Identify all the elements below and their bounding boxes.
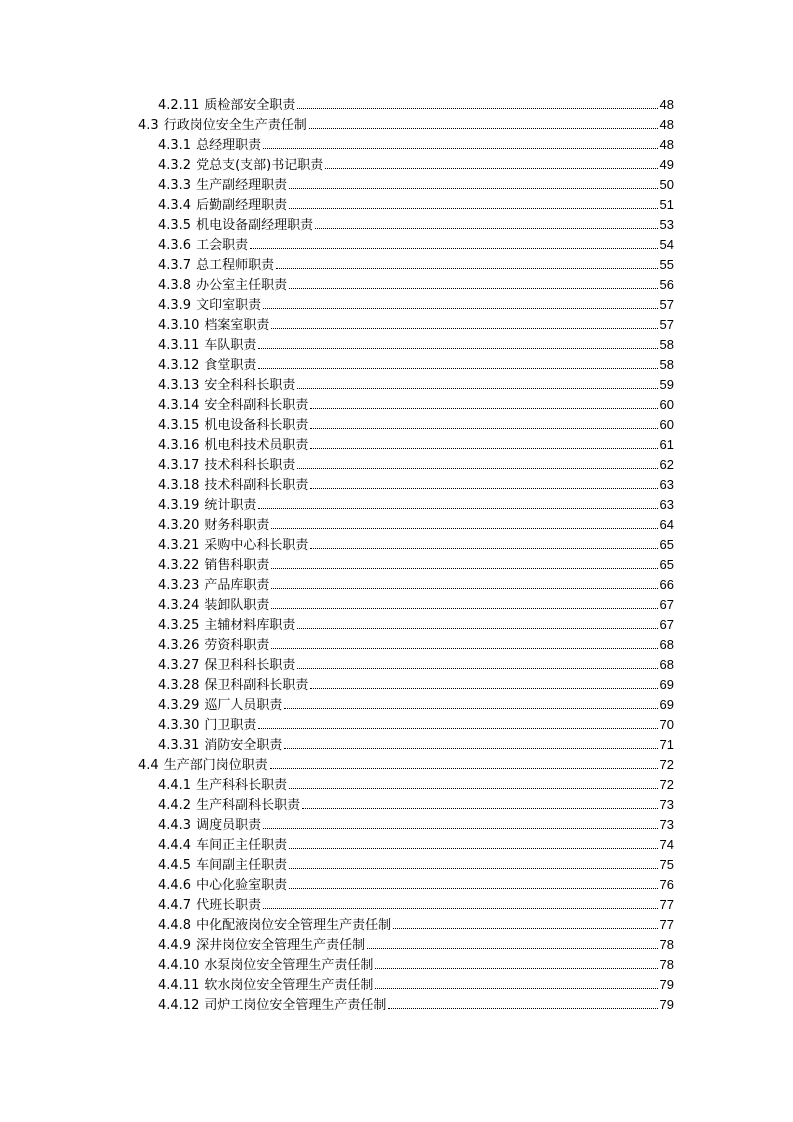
toc-entry-page: 67 xyxy=(659,597,674,612)
toc-entry-title: 财务科职责 xyxy=(204,518,270,533)
toc-entry-title: 行政岗位安全生产责任制 xyxy=(163,118,307,133)
toc-entry[interactable] xyxy=(138,535,674,555)
toc-entry-page: 62 xyxy=(659,457,674,472)
toc-entry-title: 机电科技术员职责 xyxy=(204,438,309,453)
toc-entry[interactable] xyxy=(138,595,674,615)
toc-entry-page: 63 xyxy=(659,477,674,492)
toc-entry-title: 车间正主任职责 xyxy=(196,838,288,853)
toc-entry-page: 78 xyxy=(659,937,674,952)
toc-entry[interactable] xyxy=(138,695,674,715)
toc-entry-title: 产品库职责 xyxy=(204,578,270,593)
toc-entry-number: 4.3.9 xyxy=(158,298,192,313)
toc-entry[interactable] xyxy=(138,675,674,695)
toc-entry-number: 4.3.20 xyxy=(158,518,200,533)
toc-leader-dots xyxy=(276,268,657,269)
toc-entry-number: 4.3.3 xyxy=(158,178,192,193)
toc-entry[interactable] xyxy=(138,635,674,655)
toc-entry-title: 文印室职责 xyxy=(196,298,262,313)
toc-entry[interactable] xyxy=(138,795,674,815)
toc-leader-dots xyxy=(271,568,657,569)
toc-entry-number: 4.3.18 xyxy=(158,478,200,493)
toc-leader-dots xyxy=(297,388,657,389)
toc-entry[interactable] xyxy=(138,155,674,175)
toc-entry-title: 技术科科长职责 xyxy=(204,458,296,473)
toc-leader-dots xyxy=(310,448,657,449)
toc-entry-page: 73 xyxy=(659,817,674,832)
toc-entry[interactable] xyxy=(138,375,674,395)
toc-leader-dots xyxy=(258,728,657,729)
toc-entry-page: 55 xyxy=(659,257,674,272)
toc-leader-dots xyxy=(315,228,657,229)
toc-entry[interactable] xyxy=(138,475,674,495)
toc-entry-number: 4.3.26 xyxy=(158,638,200,653)
toc-entry-page: 53 xyxy=(659,217,674,232)
toc-entry[interactable] xyxy=(138,495,674,515)
toc-entry-page: 69 xyxy=(659,697,674,712)
toc-entry[interactable] xyxy=(138,895,674,915)
toc-entry-title: 销售科职责 xyxy=(204,558,270,573)
toc-entry-title: 调度员职责 xyxy=(196,818,262,833)
toc-entry-title: 办公室主任职责 xyxy=(196,278,288,293)
toc-entry[interactable] xyxy=(138,835,674,855)
toc-entry-title: 机电设备科长职责 xyxy=(204,418,309,433)
toc-entry-number: 4.4.1 xyxy=(158,778,192,793)
toc-entry[interactable] xyxy=(138,395,674,415)
toc-entry-number: 4.3.25 xyxy=(158,618,200,633)
toc-leader-dots xyxy=(289,868,657,869)
toc-leader-dots xyxy=(289,888,657,889)
toc-entry-number: 4.4.12 xyxy=(158,998,200,1013)
toc-entry-number: 4.3.6 xyxy=(158,238,192,253)
toc-entry-page: 50 xyxy=(659,177,674,192)
toc-entry-title: 车队职责 xyxy=(204,338,257,353)
toc-leader-dots xyxy=(309,128,658,129)
toc-leader-dots xyxy=(263,828,657,829)
toc-entry-title: 保卫科副科长职责 xyxy=(204,678,309,693)
toc-entry-title: 生产科科长职责 xyxy=(196,778,288,793)
toc-leader-dots xyxy=(375,968,657,969)
toc-entry-page: 73 xyxy=(659,797,674,812)
toc-entry-number: 4.4.5 xyxy=(158,858,192,873)
toc-leader-dots xyxy=(263,308,657,309)
toc-leader-dots xyxy=(271,328,657,329)
toc-entry-page: 58 xyxy=(659,357,674,372)
toc-entry-title: 消防安全职责 xyxy=(204,738,283,753)
toc-entry-number: 4.4.9 xyxy=(158,938,192,953)
toc-entry-number: 4.3.1 xyxy=(158,138,192,153)
toc-leader-dots xyxy=(258,348,657,349)
toc-entry[interactable] xyxy=(138,335,674,355)
toc-entry-page: 70 xyxy=(659,717,674,732)
toc-leader-dots xyxy=(310,688,657,689)
toc-leader-dots xyxy=(284,748,657,749)
toc-entry-page: 48 xyxy=(659,117,674,132)
toc-entry-title: 中心化验室职责 xyxy=(196,878,288,893)
toc-entry-number: 4.3.21 xyxy=(158,538,200,553)
toc-entry[interactable] xyxy=(138,815,674,835)
toc-entry[interactable] xyxy=(138,135,674,155)
toc-entry-page: 69 xyxy=(659,677,674,692)
toc-leader-dots xyxy=(258,508,657,509)
toc-leader-dots xyxy=(297,108,657,109)
toc-entry[interactable] xyxy=(138,875,674,895)
toc-entry-title: 安全科科长职责 xyxy=(204,378,296,393)
toc-entry-page: 72 xyxy=(659,757,674,772)
toc-entry[interactable] xyxy=(138,195,674,215)
toc-leader-dots xyxy=(270,768,658,769)
toc-leader-dots xyxy=(271,648,657,649)
toc-entry-page: 48 xyxy=(659,137,674,152)
toc-entry-page: 75 xyxy=(659,857,674,872)
toc-entry[interactable] xyxy=(138,555,674,575)
toc-entry-page: 66 xyxy=(659,577,674,592)
toc-entry-title: 劳资科职责 xyxy=(204,638,270,653)
toc-leader-dots xyxy=(284,708,657,709)
toc-entry-number: 4.3.10 xyxy=(158,318,200,333)
toc-entry-number: 4.3.5 xyxy=(158,218,192,233)
toc-entry[interactable] xyxy=(138,735,674,755)
toc-entry[interactable] xyxy=(138,715,674,735)
toc-entry-page: 68 xyxy=(659,657,674,672)
toc-entry-number: 4.4 xyxy=(138,758,159,773)
toc-entry[interactable] xyxy=(138,115,674,135)
toc-leader-dots xyxy=(302,808,657,809)
toc-entry-page: 72 xyxy=(659,777,674,792)
toc-entry-page: 63 xyxy=(659,497,674,512)
toc-entry[interactable] xyxy=(138,295,674,315)
toc-entry[interactable] xyxy=(138,775,674,795)
toc-entry-page: 65 xyxy=(659,537,674,552)
toc-leader-dots xyxy=(297,668,657,669)
toc-entry-title: 中化配液岗位安全管理生产责任制 xyxy=(196,918,392,933)
toc-entry-number: 4.3.31 xyxy=(158,738,200,753)
toc-entry[interactable] xyxy=(138,855,674,875)
toc-leader-dots xyxy=(367,948,657,949)
toc-leader-dots xyxy=(310,488,657,489)
toc-entry-title: 水泵岗位安全管理生产责任制 xyxy=(204,958,374,973)
toc-entry[interactable] xyxy=(138,575,674,595)
toc-leader-dots xyxy=(375,988,657,989)
toc-entry[interactable] xyxy=(138,215,674,235)
toc-entry-title: 生产科副科长职责 xyxy=(196,798,301,813)
toc-entry-number: 4.3.24 xyxy=(158,598,200,613)
toc-leader-dots xyxy=(297,468,657,469)
toc-entry-title: 软水岗位安全管理生产责任制 xyxy=(204,978,374,993)
toc-entry-number: 4.3.16 xyxy=(158,438,200,453)
toc-entry-page: 59 xyxy=(659,377,674,392)
toc-entry-page: 79 xyxy=(659,997,674,1012)
toc-entry[interactable] xyxy=(138,655,674,675)
toc-entry-title: 生产部门岗位职责 xyxy=(163,758,268,773)
toc-entry[interactable] xyxy=(138,615,674,635)
toc-leader-dots xyxy=(271,608,657,609)
toc-entry-title: 保卫科科长职责 xyxy=(204,658,296,673)
toc-entry[interactable] xyxy=(138,515,674,535)
toc-entry-number: 4.3.19 xyxy=(158,498,200,513)
toc-leader-dots xyxy=(310,548,657,549)
toc-entry-page: 57 xyxy=(659,317,674,332)
toc-leader-dots xyxy=(271,588,657,589)
toc-entry-page: 57 xyxy=(659,297,674,312)
toc-entry[interactable] xyxy=(138,415,674,435)
toc-leader-dots xyxy=(310,428,657,429)
toc-entry-number: 4.4.11 xyxy=(158,978,200,993)
toc-entry-page: 49 xyxy=(659,157,674,172)
toc-entry-page: 68 xyxy=(659,637,674,652)
toc-entry-number: 4.3.30 xyxy=(158,718,200,733)
toc-entry[interactable] xyxy=(138,255,674,275)
toc-entry[interactable] xyxy=(138,355,674,375)
toc-entry-number: 4.3.2 xyxy=(158,158,192,173)
toc-entry-title: 深井岗位安全管理生产责任制 xyxy=(196,938,366,953)
toc-leader-dots xyxy=(325,168,657,169)
toc-leader-dots xyxy=(393,928,657,929)
toc-entry-number: 4.3.15 xyxy=(158,418,200,433)
toc-entry-title: 装卸队职责 xyxy=(204,598,270,613)
toc-entry-number: 4.3 xyxy=(138,118,159,133)
toc-entry-number: 4.2.11 xyxy=(158,98,200,113)
toc-leader-dots xyxy=(289,288,657,289)
toc-entry[interactable] xyxy=(138,935,674,955)
toc-entry-title: 工会职责 xyxy=(196,238,249,253)
toc-entry-page: 64 xyxy=(659,517,674,532)
toc-entry-title: 机电设备副经理职责 xyxy=(196,218,314,233)
toc-entry-title: 档案室职责 xyxy=(204,318,270,333)
toc-leader-dots xyxy=(263,148,657,149)
toc-entry-number: 4.4.7 xyxy=(158,898,192,913)
toc-entry-number: 4.4.10 xyxy=(158,958,200,973)
toc-entry[interactable] xyxy=(138,435,674,455)
toc-leader-dots xyxy=(250,248,657,249)
toc-entry-page: 60 xyxy=(659,417,674,432)
toc-entry[interactable] xyxy=(138,955,674,975)
toc-entry-title: 技术科副科长职责 xyxy=(204,478,309,493)
toc-entry-page: 76 xyxy=(659,877,674,892)
toc-entry-page: 71 xyxy=(659,737,674,752)
toc-entry[interactable] xyxy=(138,915,674,935)
toc-entry-number: 4.3.11 xyxy=(158,338,200,353)
toc-entry-title: 代班长职责 xyxy=(196,898,262,913)
toc-entry-page: 74 xyxy=(659,837,674,852)
toc-entry-title: 采购中心科长职责 xyxy=(204,538,309,553)
toc-entry-number: 4.3.14 xyxy=(158,398,200,413)
toc-entry-title: 党总支(支部)书记职责 xyxy=(196,158,324,173)
toc-entry-number: 4.3.27 xyxy=(158,658,200,673)
toc-entry-title: 质检部安全职责 xyxy=(204,98,296,113)
toc-entry-page: 78 xyxy=(659,957,674,972)
toc-entry-page: 56 xyxy=(659,277,674,292)
toc-leader-dots xyxy=(289,788,657,789)
toc-entry-title: 后勤副经理职责 xyxy=(196,198,288,213)
toc-leader-dots xyxy=(271,528,657,529)
toc-entry-number: 4.3.12 xyxy=(158,358,200,373)
toc-entry-title: 主辅材料库职责 xyxy=(204,618,296,633)
toc-entry[interactable] xyxy=(138,755,674,775)
toc-entry-page: 61 xyxy=(659,437,674,452)
toc-entry[interactable] xyxy=(138,455,674,475)
toc-entry-number: 4.3.29 xyxy=(158,698,200,713)
toc-entry-number: 4.4.4 xyxy=(158,838,192,853)
toc-entry-number: 4.3.17 xyxy=(158,458,200,473)
toc-entry-title: 总工程师职责 xyxy=(196,258,275,273)
toc-entry-title: 安全科副科长职责 xyxy=(204,398,309,413)
toc-entry-title: 巡厂人员职责 xyxy=(204,698,283,713)
toc-entry-title: 门卫职责 xyxy=(204,718,257,733)
toc-leader-dots xyxy=(263,908,657,909)
toc-leader-dots xyxy=(289,188,657,189)
toc-entry-page: 58 xyxy=(659,337,674,352)
toc-entry-page: 65 xyxy=(659,557,674,572)
toc-entry-title: 生产副经理职责 xyxy=(196,178,288,193)
toc-entry-number: 4.3.7 xyxy=(158,258,192,273)
toc-entry-title: 总经理职责 xyxy=(196,138,262,153)
toc-entry-number: 4.3.22 xyxy=(158,558,200,573)
toc-leader-dots xyxy=(289,848,657,849)
toc-entry-title: 车间副主任职责 xyxy=(196,858,288,873)
toc-leader-dots xyxy=(310,408,657,409)
toc-entry-page: 77 xyxy=(659,917,674,932)
toc-entry[interactable] xyxy=(138,275,674,295)
toc-entry-page: 48 xyxy=(659,97,674,112)
toc-entry-page: 60 xyxy=(659,397,674,412)
toc-entry-title: 统计职责 xyxy=(204,498,257,513)
toc-entry-number: 4.3.4 xyxy=(158,198,192,213)
toc-entry-number: 4.3.23 xyxy=(158,578,200,593)
toc-entry-page: 79 xyxy=(659,977,674,992)
toc-entry[interactable] xyxy=(138,235,674,255)
toc-entry[interactable] xyxy=(138,975,674,995)
table-of-contents xyxy=(138,95,674,1015)
toc-entry[interactable] xyxy=(138,175,674,195)
toc-leader-dots xyxy=(289,208,657,209)
toc-entry[interactable] xyxy=(138,315,674,335)
toc-entry-title: 食堂职责 xyxy=(204,358,257,373)
toc-leader-dots xyxy=(388,1008,657,1009)
toc-entry-number: 4.3.28 xyxy=(158,678,200,693)
toc-entry-number: 4.3.13 xyxy=(158,378,200,393)
toc-entry-page: 77 xyxy=(659,897,674,912)
toc-entry[interactable] xyxy=(138,995,674,1015)
toc-entry-page: 51 xyxy=(659,197,674,212)
toc-entry-number: 4.4.8 xyxy=(158,918,192,933)
toc-entry-number: 4.4.3 xyxy=(158,818,192,833)
toc-entry[interactable] xyxy=(138,95,674,115)
toc-entry-page: 67 xyxy=(659,617,674,632)
toc-leader-dots xyxy=(258,368,657,369)
toc-leader-dots xyxy=(297,628,657,629)
toc-entry-number: 4.4.6 xyxy=(158,878,192,893)
toc-entry-title: 司炉工岗位安全管理生产责任制 xyxy=(204,998,387,1013)
toc-entry-page: 54 xyxy=(659,237,674,252)
toc-entry-number: 4.4.2 xyxy=(158,798,192,813)
toc-entry-number: 4.3.8 xyxy=(158,278,192,293)
